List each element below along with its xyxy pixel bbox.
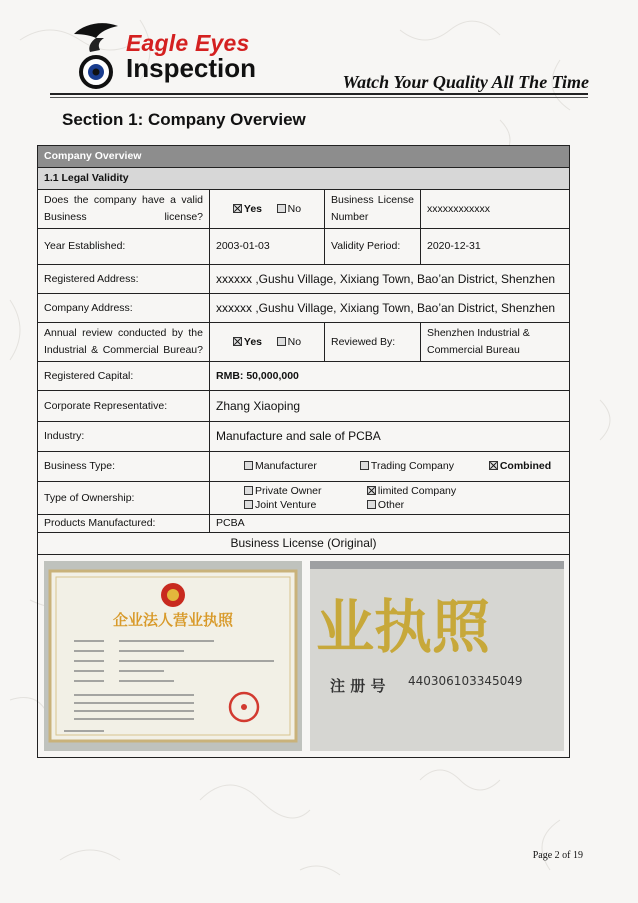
license-photo-closeup — [310, 561, 564, 751]
license-closeup-image — [310, 561, 564, 751]
review-no-option[interactable]: No — [277, 334, 301, 351]
table-row — [38, 452, 570, 482]
capital-label: Registered Capital: — [38, 362, 210, 391]
brand-name-top: Eagle Eyes — [126, 30, 250, 56]
table-subheader-row — [38, 168, 570, 190]
license-yes-option[interactable]: Yes — [233, 201, 262, 218]
industry-label: Industry: — [38, 422, 210, 452]
business-type-trading[interactable]: Trading Company — [360, 458, 486, 475]
registered-address-label: Registered Address: — [38, 265, 210, 294]
year-label: Year Established: — [38, 229, 210, 265]
table-row — [38, 362, 570, 391]
table-row — [38, 515, 570, 533]
ownership-private[interactable]: Private Owner — [244, 484, 364, 498]
reviewed-by-value: Shenzhen Industrial & Commercial Bureau — [421, 323, 570, 362]
eagle-eye-icon — [70, 20, 122, 90]
license-number-value: xxxxxxxxxxxx — [421, 190, 570, 229]
checkbox-empty-icon[interactable] — [244, 461, 253, 470]
tagline: Watch Your Quality All The Time — [342, 72, 589, 92]
table-subheader: 1.1 Legal Validity — [38, 168, 570, 190]
table-row — [38, 265, 570, 294]
license-answer — [210, 190, 325, 229]
photo-row — [38, 555, 570, 758]
checkbox-checked-icon[interactable] — [233, 204, 242, 213]
year-value: 2003-01-03 — [210, 229, 325, 265]
license-photos — [38, 555, 570, 758]
checkbox-empty-icon[interactable] — [244, 486, 253, 495]
products-value: PCBA — [210, 515, 570, 533]
license-question: Does the company have a valid Business license? — [38, 190, 210, 229]
company-address-label: Company Address: — [38, 294, 210, 323]
industry-value: Manufacture and sale of PCBA — [210, 422, 570, 452]
license-number-label: Business License Number — [325, 190, 421, 229]
table-row — [38, 391, 570, 422]
review-answer — [210, 323, 325, 362]
reviewed-by-label: Reviewed By: — [325, 323, 421, 362]
table-row — [38, 229, 570, 265]
company-logo — [70, 20, 290, 92]
checkbox-empty-icon[interactable] — [360, 461, 369, 470]
page-number: Page 2 of 19 — [532, 850, 583, 861]
company-overview-table — [37, 145, 570, 758]
table-row — [38, 533, 570, 555]
checkbox-empty-icon[interactable] — [244, 500, 253, 509]
review-question: Annual review conducted by the Industrial & Commercial Bureau? — [38, 323, 210, 362]
table-row — [38, 422, 570, 452]
table-row — [38, 482, 570, 515]
table-header: Company Overview — [38, 146, 570, 168]
ownership-other[interactable]: Other — [367, 498, 404, 512]
license-no-option[interactable]: No — [277, 201, 301, 218]
header-rule — [50, 93, 588, 95]
table-row — [38, 190, 570, 229]
header-rule-secondary — [50, 97, 588, 98]
business-type-options — [210, 452, 570, 482]
checkbox-checked-icon[interactable] — [367, 486, 376, 495]
ownership-options — [210, 482, 570, 515]
capital-value: RMB: 50,000,000 — [210, 362, 570, 391]
validity-value: 2020-12-31 — [421, 229, 570, 265]
checkbox-empty-icon[interactable] — [367, 500, 376, 509]
business-type-label: Business Type: — [38, 452, 210, 482]
review-yes-option[interactable]: Yes — [233, 334, 262, 351]
checkbox-checked-icon[interactable] — [233, 337, 242, 346]
table-header-row — [38, 146, 570, 168]
validity-label: Validity Period: — [325, 229, 421, 265]
closeup-title: 业执照 — [316, 593, 491, 661]
representative-value: Zhang Xiaoping — [210, 391, 570, 422]
ownership-joint[interactable]: Joint Venture — [244, 498, 364, 512]
section-title: Section 1: Company Overview — [62, 110, 306, 129]
representative-label: Corporate Representative: — [38, 391, 210, 422]
brand-name-bottom: Inspection — [126, 53, 257, 83]
closeup-reg-number: 440306103345049 — [408, 674, 523, 688]
license-caption: Business License (Original) — [38, 533, 570, 555]
ownership-label: Type of Ownership: — [38, 482, 210, 515]
products-label: Products Manufactured: — [38, 515, 210, 533]
license-document-image — [44, 561, 302, 751]
business-type-combined[interactable]: Combined — [489, 458, 551, 475]
license-photo-full — [44, 561, 302, 751]
table-row — [38, 323, 570, 362]
checkbox-empty-icon[interactable] — [277, 204, 286, 213]
registered-address-value: xxxxxx ,Gushu Village, Xixiang Town, Bao’an District, Shenzhen — [210, 265, 570, 294]
ownership-limited[interactable]: limited Company — [367, 484, 456, 498]
company-address-value: xxxxxx ,Gushu Village, Xixiang Town, Bao’an District, Shenzhen — [210, 294, 570, 323]
license-title: 企业法人营业执照 — [112, 611, 234, 629]
checkbox-empty-icon[interactable] — [277, 337, 286, 346]
table-row — [38, 294, 570, 323]
business-type-manufacturer[interactable]: Manufacturer — [244, 458, 357, 475]
closeup-reg-label: 注 册 号 — [330, 677, 386, 695]
checkbox-checked-icon[interactable] — [489, 461, 498, 470]
